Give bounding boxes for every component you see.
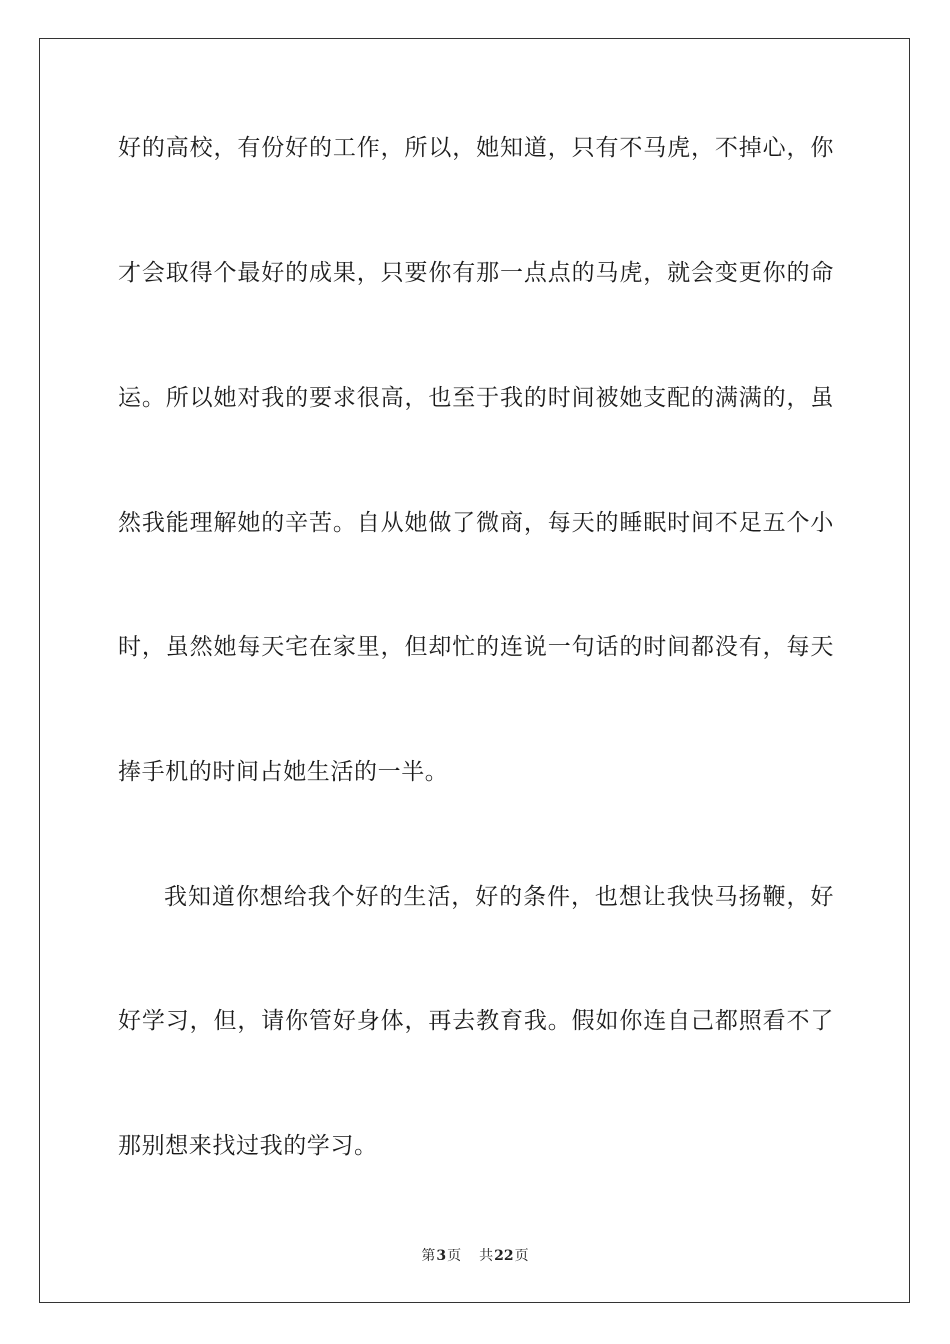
body-text-line-5: 时，虽然她每天宅在家里，但却忙的连说一句话的时间都没有，每天 <box>118 634 834 660</box>
page-prefix: 第 <box>421 1248 436 1264</box>
total-pages: 22 <box>494 1248 514 1264</box>
body-text-line-2: 才会取得个最好的成果，只要你有那一点点的马虎，就会变更你的命 <box>118 260 834 286</box>
body-text-line-1: 好的高校，有份好的工作，所以，她知道，只有不马虎，不掉心，你 <box>118 135 834 161</box>
body-text-line-9: 那别想来找过我的学习。 <box>118 1133 378 1159</box>
body-text-line-6: 捧手机的时间占她生活的一半。 <box>118 759 449 785</box>
total-suffix: 页 <box>514 1248 529 1264</box>
page-number: 3 <box>436 1248 447 1264</box>
body-text-line-7: 我知道你想给我个好的生活，好的条件，也想让我快马扬鞭，好 <box>164 884 834 910</box>
page-footer <box>0 1246 950 1266</box>
body-text-line-8: 好学习，但，请你管好身体，再去教育我。假如你连自己都照看不了 <box>118 1008 834 1034</box>
page-frame <box>39 38 910 1303</box>
page-suffix: 页 <box>447 1248 462 1264</box>
body-text-line-3: 运。所以她对我的要求很高，也至于我的时间被她支配的满满的，虽 <box>118 385 834 411</box>
body-text-line-4: 然我能理解她的辛苦。自从她做了微商，每天的睡眠时间不足五个小 <box>118 510 834 536</box>
total-prefix: 共 <box>479 1248 494 1264</box>
